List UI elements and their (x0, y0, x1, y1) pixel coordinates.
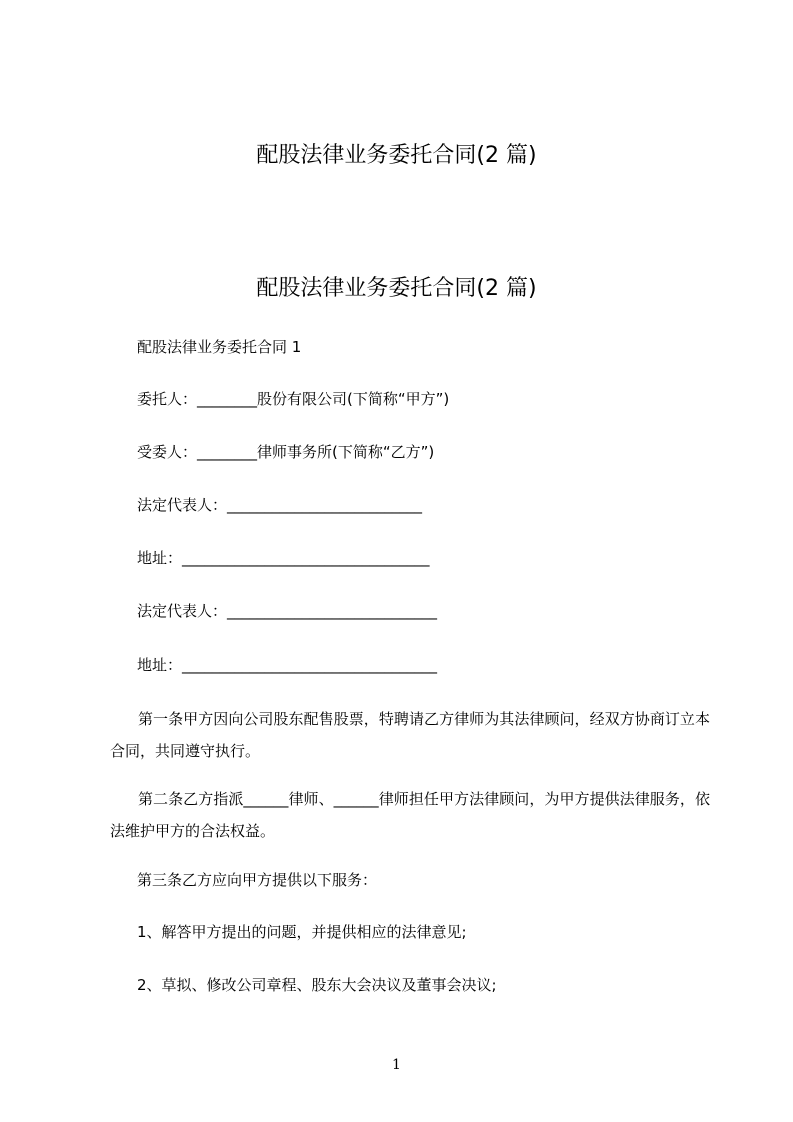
document-subtitle: 配股法律业务委托合同(2 篇) (256, 276, 537, 301)
legal-representative-line-1: 法定代表人：__________________________ (137, 496, 423, 514)
trustee-line: 受委人：________律师事务所(下简称“乙方”) (137, 443, 435, 461)
principal-line: 委托人：________股份有限公司(下简称“甲方”) (137, 390, 450, 408)
page-number: 1 (392, 1057, 401, 1073)
article-1-paragraph: 第一条甲方因向公司股东配售股票，特聘请乙方律师为其法律顾问，经双方协商订立本合同，共同遵守执行。 (110, 710, 710, 760)
article-3-heading: 第三条乙方应向甲方提供以下服务： (137, 871, 378, 889)
legal-representative-line-2: 法定代表人：____________________________ (137, 602, 438, 620)
address-line-2: 地址：__________________________________ (137, 656, 438, 674)
address-line-1: 地址：_________________________________ (137, 549, 430, 567)
service-item-2: 2、草拟、修改公司章程、股东大会决议及董事会决议; (137, 976, 497, 994)
document-title: 配股法律业务委托合同(2 篇) (256, 143, 537, 168)
contract-heading: 配股法律业务委托合同 1 (137, 338, 302, 356)
article-2-paragraph: 第二条乙方指派______律师、______律师担任甲方法律顾问，为甲方提供法律服务，依法维护甲方的合法权益。 (110, 790, 710, 840)
service-item-1: 1、解答甲方提出的问题，并提供相应的法律意见; (137, 923, 467, 941)
